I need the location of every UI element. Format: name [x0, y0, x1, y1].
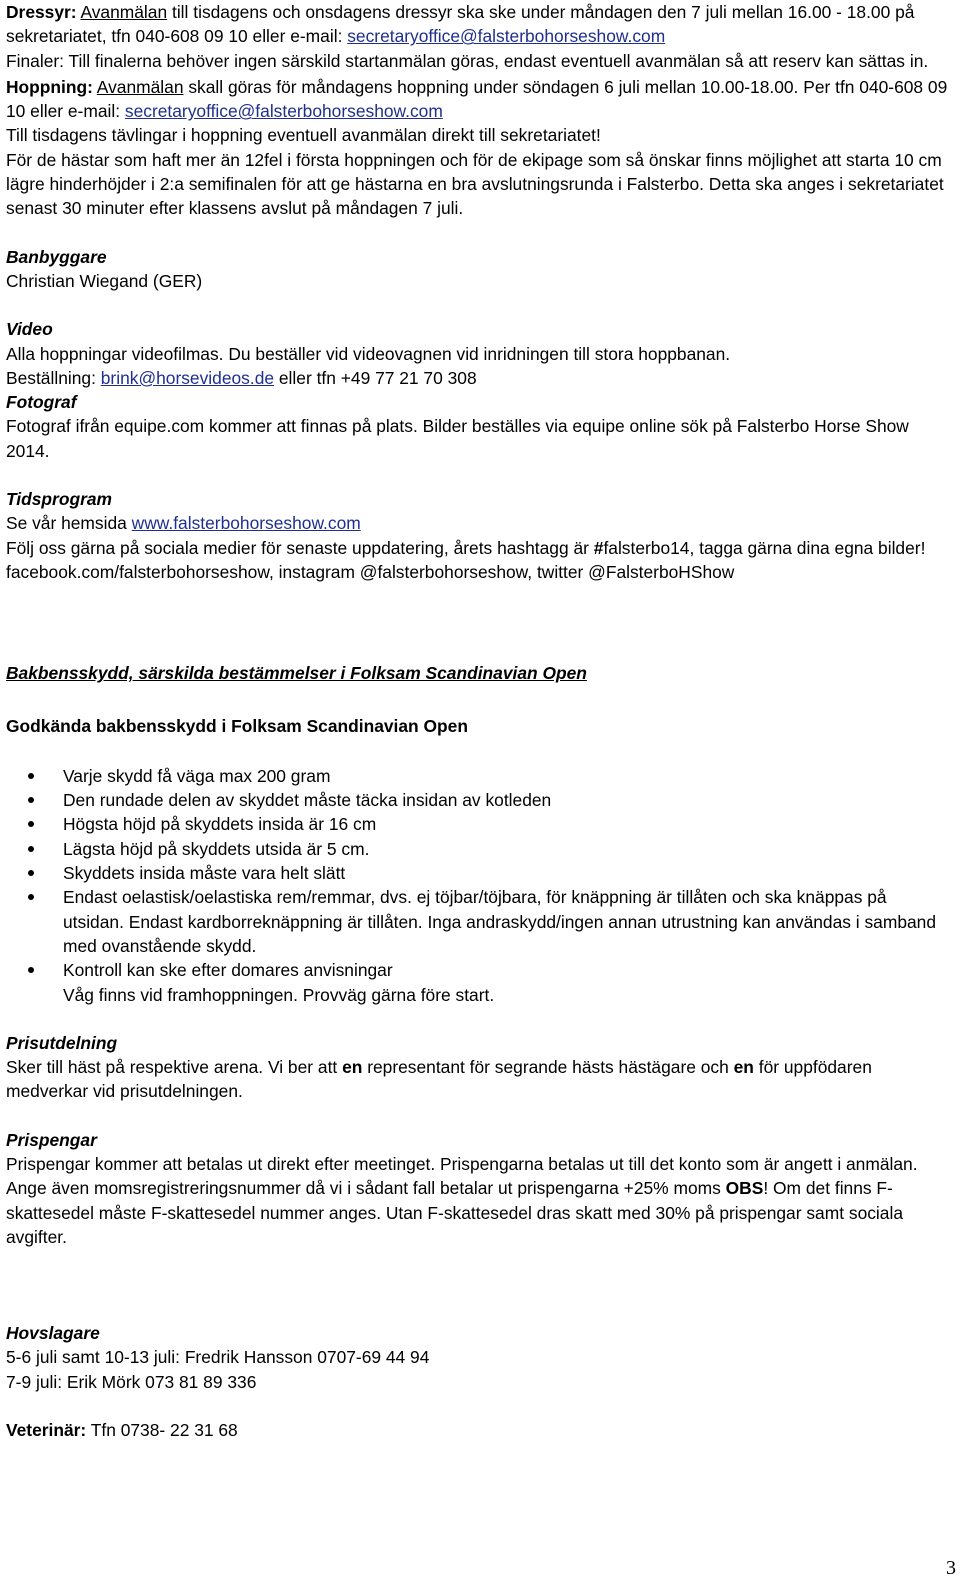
prisutdelning-a: Sker till häst på respektive arena. Vi ber att	[6, 1057, 343, 1078]
list-item: Endast oelastisk/oelastiska rem/remmar, dvs. ej töjbar/töjbara, för knäppning är tillåten och ska knäppas på utsidan. Endast kardborreknäppning är tillåten. Inga andraskydd/ingen annan utrustning kan användas i samband med ovanstående skydd.	[6, 885, 951, 958]
social-text-b: falsterbo14, tagga gärna dina egna bilder! facebook.com/falsterbohorseshow, instagram @falsterbohorseshow, twitter @FalsterboHShow	[6, 537, 926, 582]
prispengar-obs: OBS	[725, 1178, 764, 1199]
video-order-label: Beställning:	[6, 367, 101, 388]
hovslagare-line1: 5-6 juli samt 10-13 juli: Fredrik Hansson 0707-69 44 94	[6, 1347, 430, 1368]
hoppning-line2: Till tisdagens tävlingar i hoppning eventuell avanmälan direkt till sekretariatet!	[6, 125, 601, 146]
dressyr-email-link[interactable]: secretaryoffice@falsterbohorseshow.com	[347, 26, 666, 47]
veterinar-label: Veterinär:	[6, 1420, 87, 1441]
prisutdelning-en1: en	[342, 1057, 363, 1078]
veterinar-line	[6, 1418, 951, 1442]
prisutdelning-b: representant för segrande hästs hästägare och	[362, 1057, 734, 1078]
bakben-rules-list	[6, 764, 951, 983]
video-line1: Alla hoppningar videofilmas. Du beställer vid videovagnen vid inridningen till stora hoppbanan.	[6, 343, 731, 364]
list-item: Lägsta höjd på skyddets utsida är 5 cm.	[6, 837, 951, 861]
veterinar-text: Tfn 0738- 22 31 68	[86, 1420, 238, 1441]
bakben-subtitle: Godkända bakbensskydd i Folksam Scandinavian Open	[6, 715, 468, 736]
video-email-link[interactable]: brink@horsevideos.de	[100, 367, 275, 388]
prisutdelning-heading: Prisutdelning	[6, 1032, 118, 1053]
tidsprogram-line	[6, 511, 951, 535]
hoppning-email-link[interactable]: secretaryoffice@falsterbohorseshow.com	[124, 101, 443, 122]
prispengar-a: Prispengar kommer att betalas ut direkt efter meetinget. Prispengarna betalas ut till det konto som är angett i anmälan. Ange även momsregistreringsnummer då vi i sådant fall betalar ut prispengarna +25% moms	[6, 1153, 918, 1199]
hoppning-label: Hoppning:	[6, 76, 93, 97]
hoppning-para: För de hästar som haft mer än 12fel i första hoppningen och för de ekipage som så önskar finns möjlighet att starta 10 cm lägre hinderhöjder i 2:a semifinalen för att ge hästarna en bra avslutningsrunda i Falsterbo. Detta ska anges i sekretariatet senast 30 minuter efter klassens avslut på måndagen 7 juli.	[6, 149, 944, 219]
list-item: Skyddets insida måste vara helt slätt	[6, 861, 951, 885]
list-item: Varje skydd få väga max 200 gram	[6, 764, 951, 788]
banbyggare-name: Christian Wiegand (GER)	[6, 270, 203, 291]
hoppning-paragraph	[6, 75, 951, 124]
hoppning-text: skall göras för måndagens hoppning under söndagen 6 juli mellan 10.00-18.00. Per tfn 040-608 09 10 eller e-mail:	[6, 76, 948, 122]
website-link[interactable]: www.falsterbohorseshow.com	[131, 513, 361, 534]
hoppning-avanmalan-link[interactable]: Avanmälan	[96, 76, 184, 97]
video-order	[6, 366, 951, 390]
finaler-paragraph: Finaler: Till finalerna behöver ingen särskild startanmälan göras, endast eventuell avanmälan så att reserv kan sättas in.	[6, 50, 929, 71]
list-item: Den rundade delen av skyddet måste täcka insidan av kotleden	[6, 788, 951, 812]
list-item: Högsta höjd på skyddets insida är 16 cm	[6, 812, 951, 836]
list-item: Kontroll kan ske efter domares anvisningar	[6, 958, 951, 982]
bakben-title: Bakbensskydd, särskilda bestämmelser i Folksam Scandinavian Open	[6, 663, 587, 684]
prisutdelning-text	[6, 1055, 951, 1104]
prisutdelning-c: för uppfödaren medverkar vid prisutdelningen.	[6, 1057, 872, 1102]
prispengar-heading: Prispengar	[6, 1129, 97, 1150]
social-media-paragraph	[6, 536, 951, 585]
social-text-a: Följ oss gärna på sociala medier för senaste uppdatering, årets hashtagg är	[6, 537, 594, 558]
dressyr-avanmalan-link[interactable]: Avanmälan	[80, 2, 168, 22]
tidsprogram-heading: Tidsprogram	[6, 489, 112, 510]
prisutdelning-en2: en	[733, 1057, 754, 1078]
dressyr-paragraph	[6, 0, 951, 49]
page-number: 3	[946, 1557, 956, 1579]
dressyr-text: till tisdagens och onsdagens dressyr ska ske under måndagen den 7 juli mellan 16.00 - 18.00 på sekretariatet, tfn 040-608 09 10 eller e-mail:	[6, 2, 915, 47]
tidsprogram-prefix: Se vår hemsida	[6, 513, 132, 534]
banbyggare-heading: Banbyggare	[6, 246, 107, 267]
video-heading: Video	[6, 319, 53, 340]
prispengar-b: ! Om det finns F-skattesedel måste F-skattesedel nummer anges. Utan F-skattesedel dras skatt med 30% på prispengar samt sociala avgifter.	[6, 1178, 904, 1247]
hovslagare-heading: Hovslagare	[6, 1323, 100, 1344]
hashtag-symbol: #	[593, 537, 604, 558]
prispengar-text	[6, 1152, 951, 1249]
fotograf-heading: Fotograf	[6, 392, 77, 413]
fotograf-text: Fotograf ifrån equipe.com kommer att finnas på plats. Bilder beställes via equipe online sök på Falsterbo Horse Show 2014.	[6, 416, 909, 461]
document-page	[6, 0, 951, 1442]
hovslagare-line2: 7-9 juli: Erik Mörk 073 81 89 336	[6, 1371, 257, 1392]
video-phone: eller tfn +49 77 21 70 308	[274, 367, 477, 388]
dressyr-label: Dressyr:	[6, 2, 77, 22]
bakben-after: Våg finns vid framhoppningen. Provväg gärna före start.	[63, 984, 495, 1005]
